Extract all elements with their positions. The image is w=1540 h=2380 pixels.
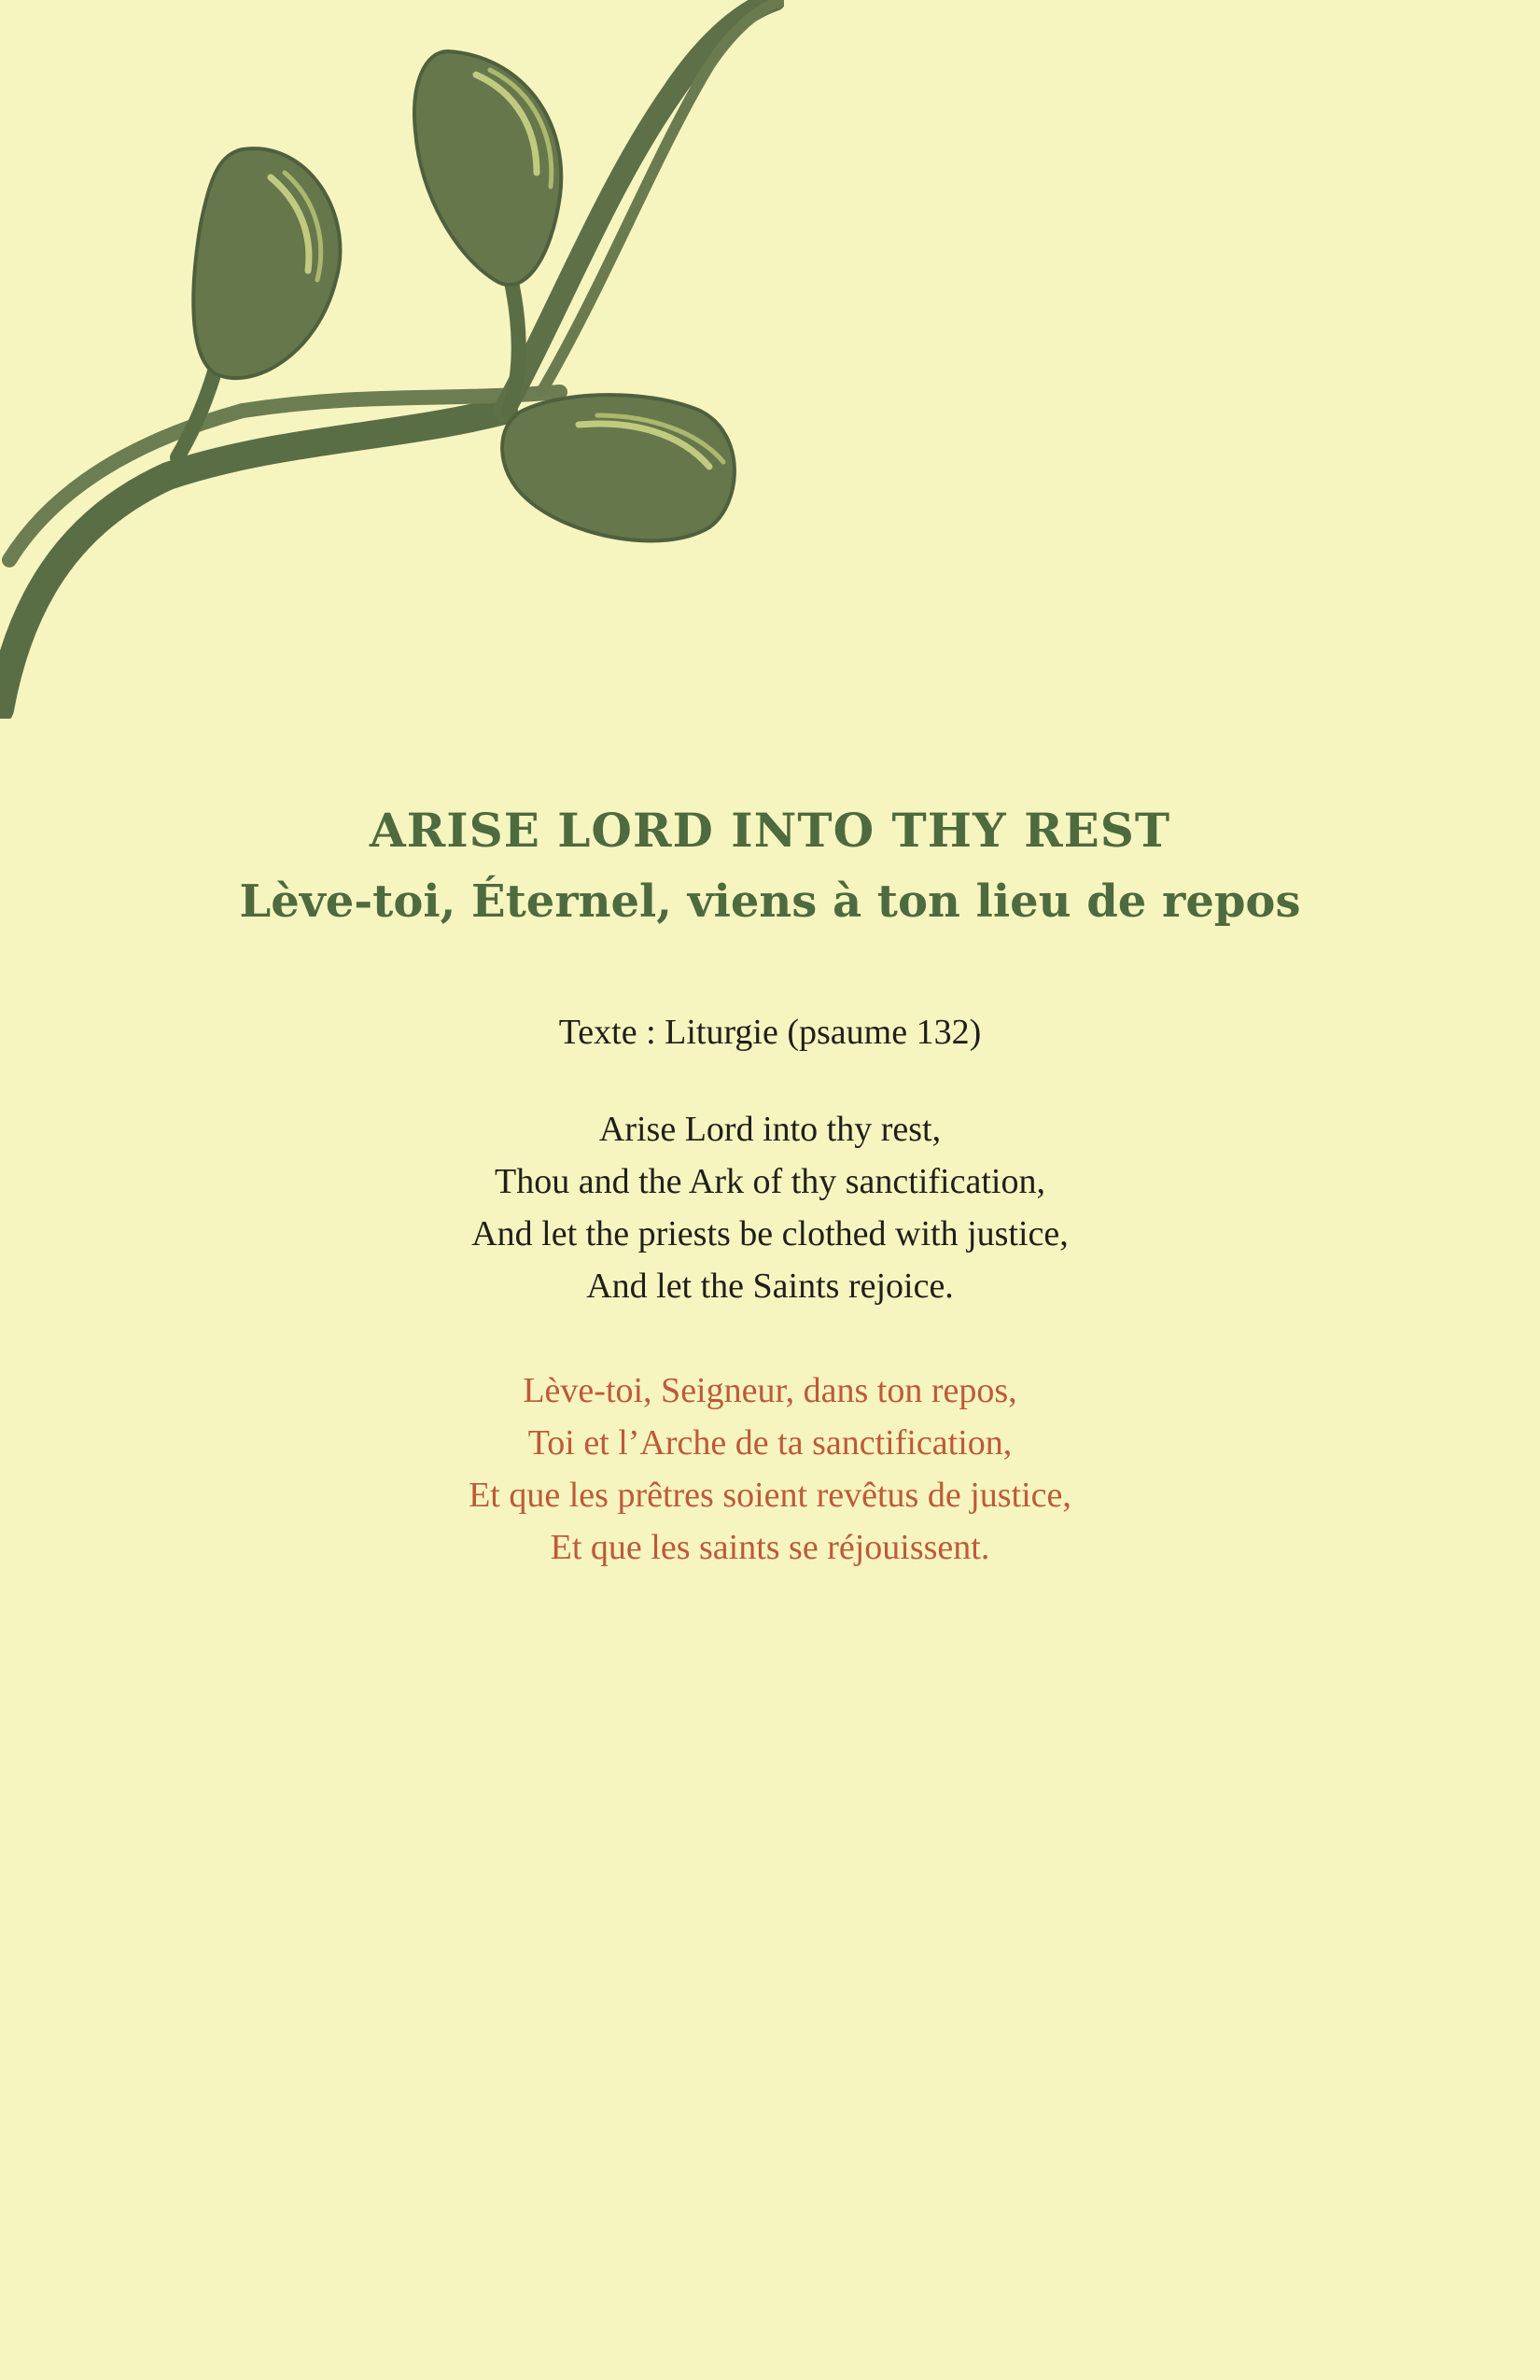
leaf-icon — [502, 395, 735, 540]
stanza-french — [0, 1365, 1540, 1574]
text-source: Texte : Liturgie (psaume 132) — [558, 1013, 982, 1052]
stanza-line: Toi et l’Arche de ta sanctification, — [527, 1423, 1013, 1463]
stanza-line: Thou and the Ark of thy sanctification, — [495, 1162, 1045, 1201]
stanza-line: And let the Saints rejoice. — [586, 1267, 954, 1306]
stanza-english — [0, 1103, 1540, 1312]
stanza-line: Arise Lord into thy rest, — [598, 1110, 942, 1149]
stanza-line: Et que les saints se réjouissent. — [550, 1528, 990, 1567]
song-text — [0, 803, 1540, 1574]
stanza-line: And let the priests be clothed with justice, — [471, 1214, 1069, 1253]
stanza-line: Et que les prêtres soient revêtus de justice, — [469, 1476, 1071, 1515]
vine-illustration — [0, 0, 784, 719]
title-french: Lève-toi, Éternel, viens à ton lieu de repos — [239, 875, 1301, 928]
title-english: ARISE LORD INTO THY REST — [369, 803, 1171, 858]
stanza-line: Lève-toi, Seigneur, dans ton repos, — [523, 1371, 1017, 1410]
leaf-icon — [193, 148, 340, 378]
leaf-icon — [414, 51, 561, 285]
